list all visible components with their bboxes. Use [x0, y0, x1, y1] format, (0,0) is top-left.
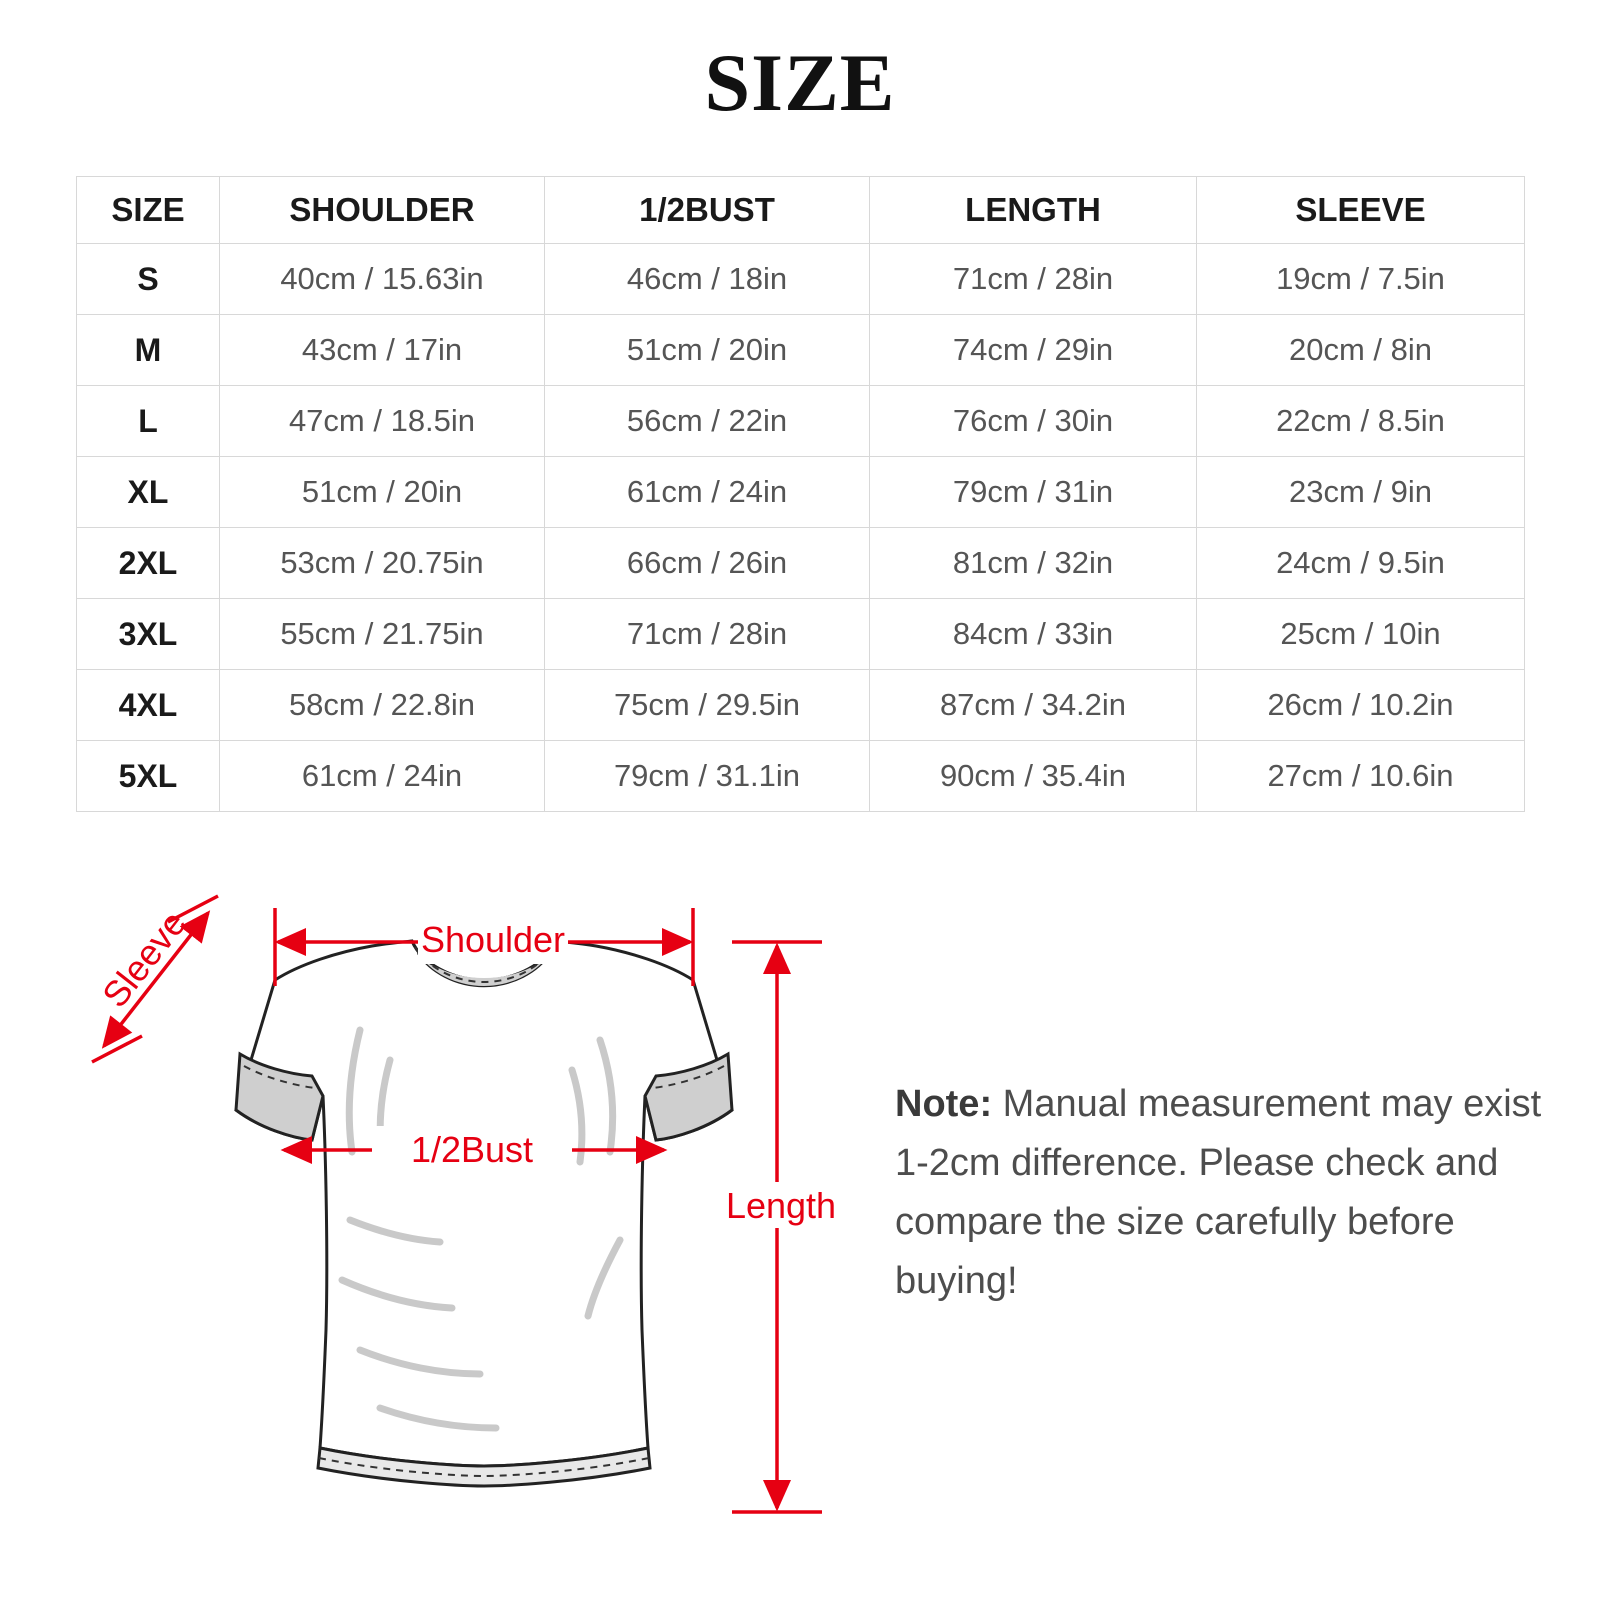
- cell-length: 84cm / 33in: [870, 599, 1197, 670]
- cell-size: L: [77, 386, 220, 457]
- cell-size: 2XL: [77, 528, 220, 599]
- cell-length: 79cm / 31in: [870, 457, 1197, 528]
- cell-length: 90cm / 35.4in: [870, 741, 1197, 812]
- measurement-note: [895, 1075, 1555, 1311]
- cell-shoulder: 47cm / 18.5in: [220, 386, 545, 457]
- cell-sleeve: 23cm / 9in: [1197, 457, 1525, 528]
- cell-shoulder: 61cm / 24in: [220, 741, 545, 812]
- cell-sleeve: 25cm / 10in: [1197, 599, 1525, 670]
- table-row: [77, 457, 1525, 528]
- cell-shoulder: 40cm / 15.63in: [220, 244, 545, 315]
- table-row: [77, 244, 1525, 315]
- cell-length: 76cm / 30in: [870, 386, 1197, 457]
- cell-shoulder: 55cm / 21.75in: [220, 599, 545, 670]
- cell-sleeve: 19cm / 7.5in: [1197, 244, 1525, 315]
- cell-size: XL: [77, 457, 220, 528]
- cell-size: 5XL: [77, 741, 220, 812]
- cell-size: 4XL: [77, 670, 220, 741]
- table-row: [77, 528, 1525, 599]
- cell-shoulder: 58cm / 22.8in: [220, 670, 545, 741]
- half-bust-label: 1/2Bust: [410, 1129, 534, 1170]
- cell-sleeve: 22cm / 8.5in: [1197, 386, 1525, 457]
- cell-bust: 79cm / 31.1in: [545, 741, 870, 812]
- note-label: Note:: [895, 1083, 993, 1125]
- cell-sleeve: 27cm / 10.6in: [1197, 741, 1525, 812]
- length-label: Length: [725, 1185, 837, 1226]
- cell-shoulder: 51cm / 20in: [220, 457, 545, 528]
- column-header-size: SIZE: [77, 177, 220, 244]
- sleeve-label: Sleeve: [93, 902, 195, 1015]
- size-chart-table: [76, 176, 1525, 812]
- cell-bust: 61cm / 24in: [545, 457, 870, 528]
- page-title: SIZE: [704, 37, 896, 128]
- table-row: [77, 315, 1525, 386]
- cell-bust: 46cm / 18in: [545, 244, 870, 315]
- column-header-sleeve: SLEEVE: [1197, 177, 1525, 244]
- table-header-row: [77, 177, 1525, 244]
- cell-size: 3XL: [77, 599, 220, 670]
- cell-bust: 71cm / 28in: [545, 599, 870, 670]
- cell-shoulder: 43cm / 17in: [220, 315, 545, 386]
- cell-size: S: [77, 244, 220, 315]
- cell-bust: 66cm / 26in: [545, 528, 870, 599]
- column-header-length: LENGTH: [870, 177, 1197, 244]
- table-row: [77, 599, 1525, 670]
- cell-sleeve: 20cm / 8in: [1197, 315, 1525, 386]
- cell-bust: 75cm / 29.5in: [545, 670, 870, 741]
- cell-sleeve: 24cm / 9.5in: [1197, 528, 1525, 599]
- cell-sleeve: 26cm / 10.2in: [1197, 670, 1525, 741]
- table-row: [77, 741, 1525, 812]
- note-text: Manual measurement may exist 1-2cm difference. Please check and compare the size carefully before buying!: [895, 1083, 1542, 1302]
- cell-length: 87cm / 34.2in: [870, 670, 1197, 741]
- cell-length: 81cm / 32in: [870, 528, 1197, 599]
- tshirt-measurement-diagram: [60, 860, 890, 1560]
- column-header-bust: 1/2BUST: [545, 177, 870, 244]
- cell-bust: 51cm / 20in: [545, 315, 870, 386]
- cell-bust: 56cm / 22in: [545, 386, 870, 457]
- table-row: [77, 670, 1525, 741]
- cell-shoulder: 53cm / 20.75in: [220, 528, 545, 599]
- cell-length: 71cm / 28in: [870, 244, 1197, 315]
- shoulder-label: Shoulder: [420, 919, 566, 960]
- tshirt-illustration: [236, 941, 732, 1466]
- table-row: [77, 386, 1525, 457]
- cell-length: 74cm / 29in: [870, 315, 1197, 386]
- cell-size: M: [77, 315, 220, 386]
- column-header-shoulder: SHOULDER: [220, 177, 545, 244]
